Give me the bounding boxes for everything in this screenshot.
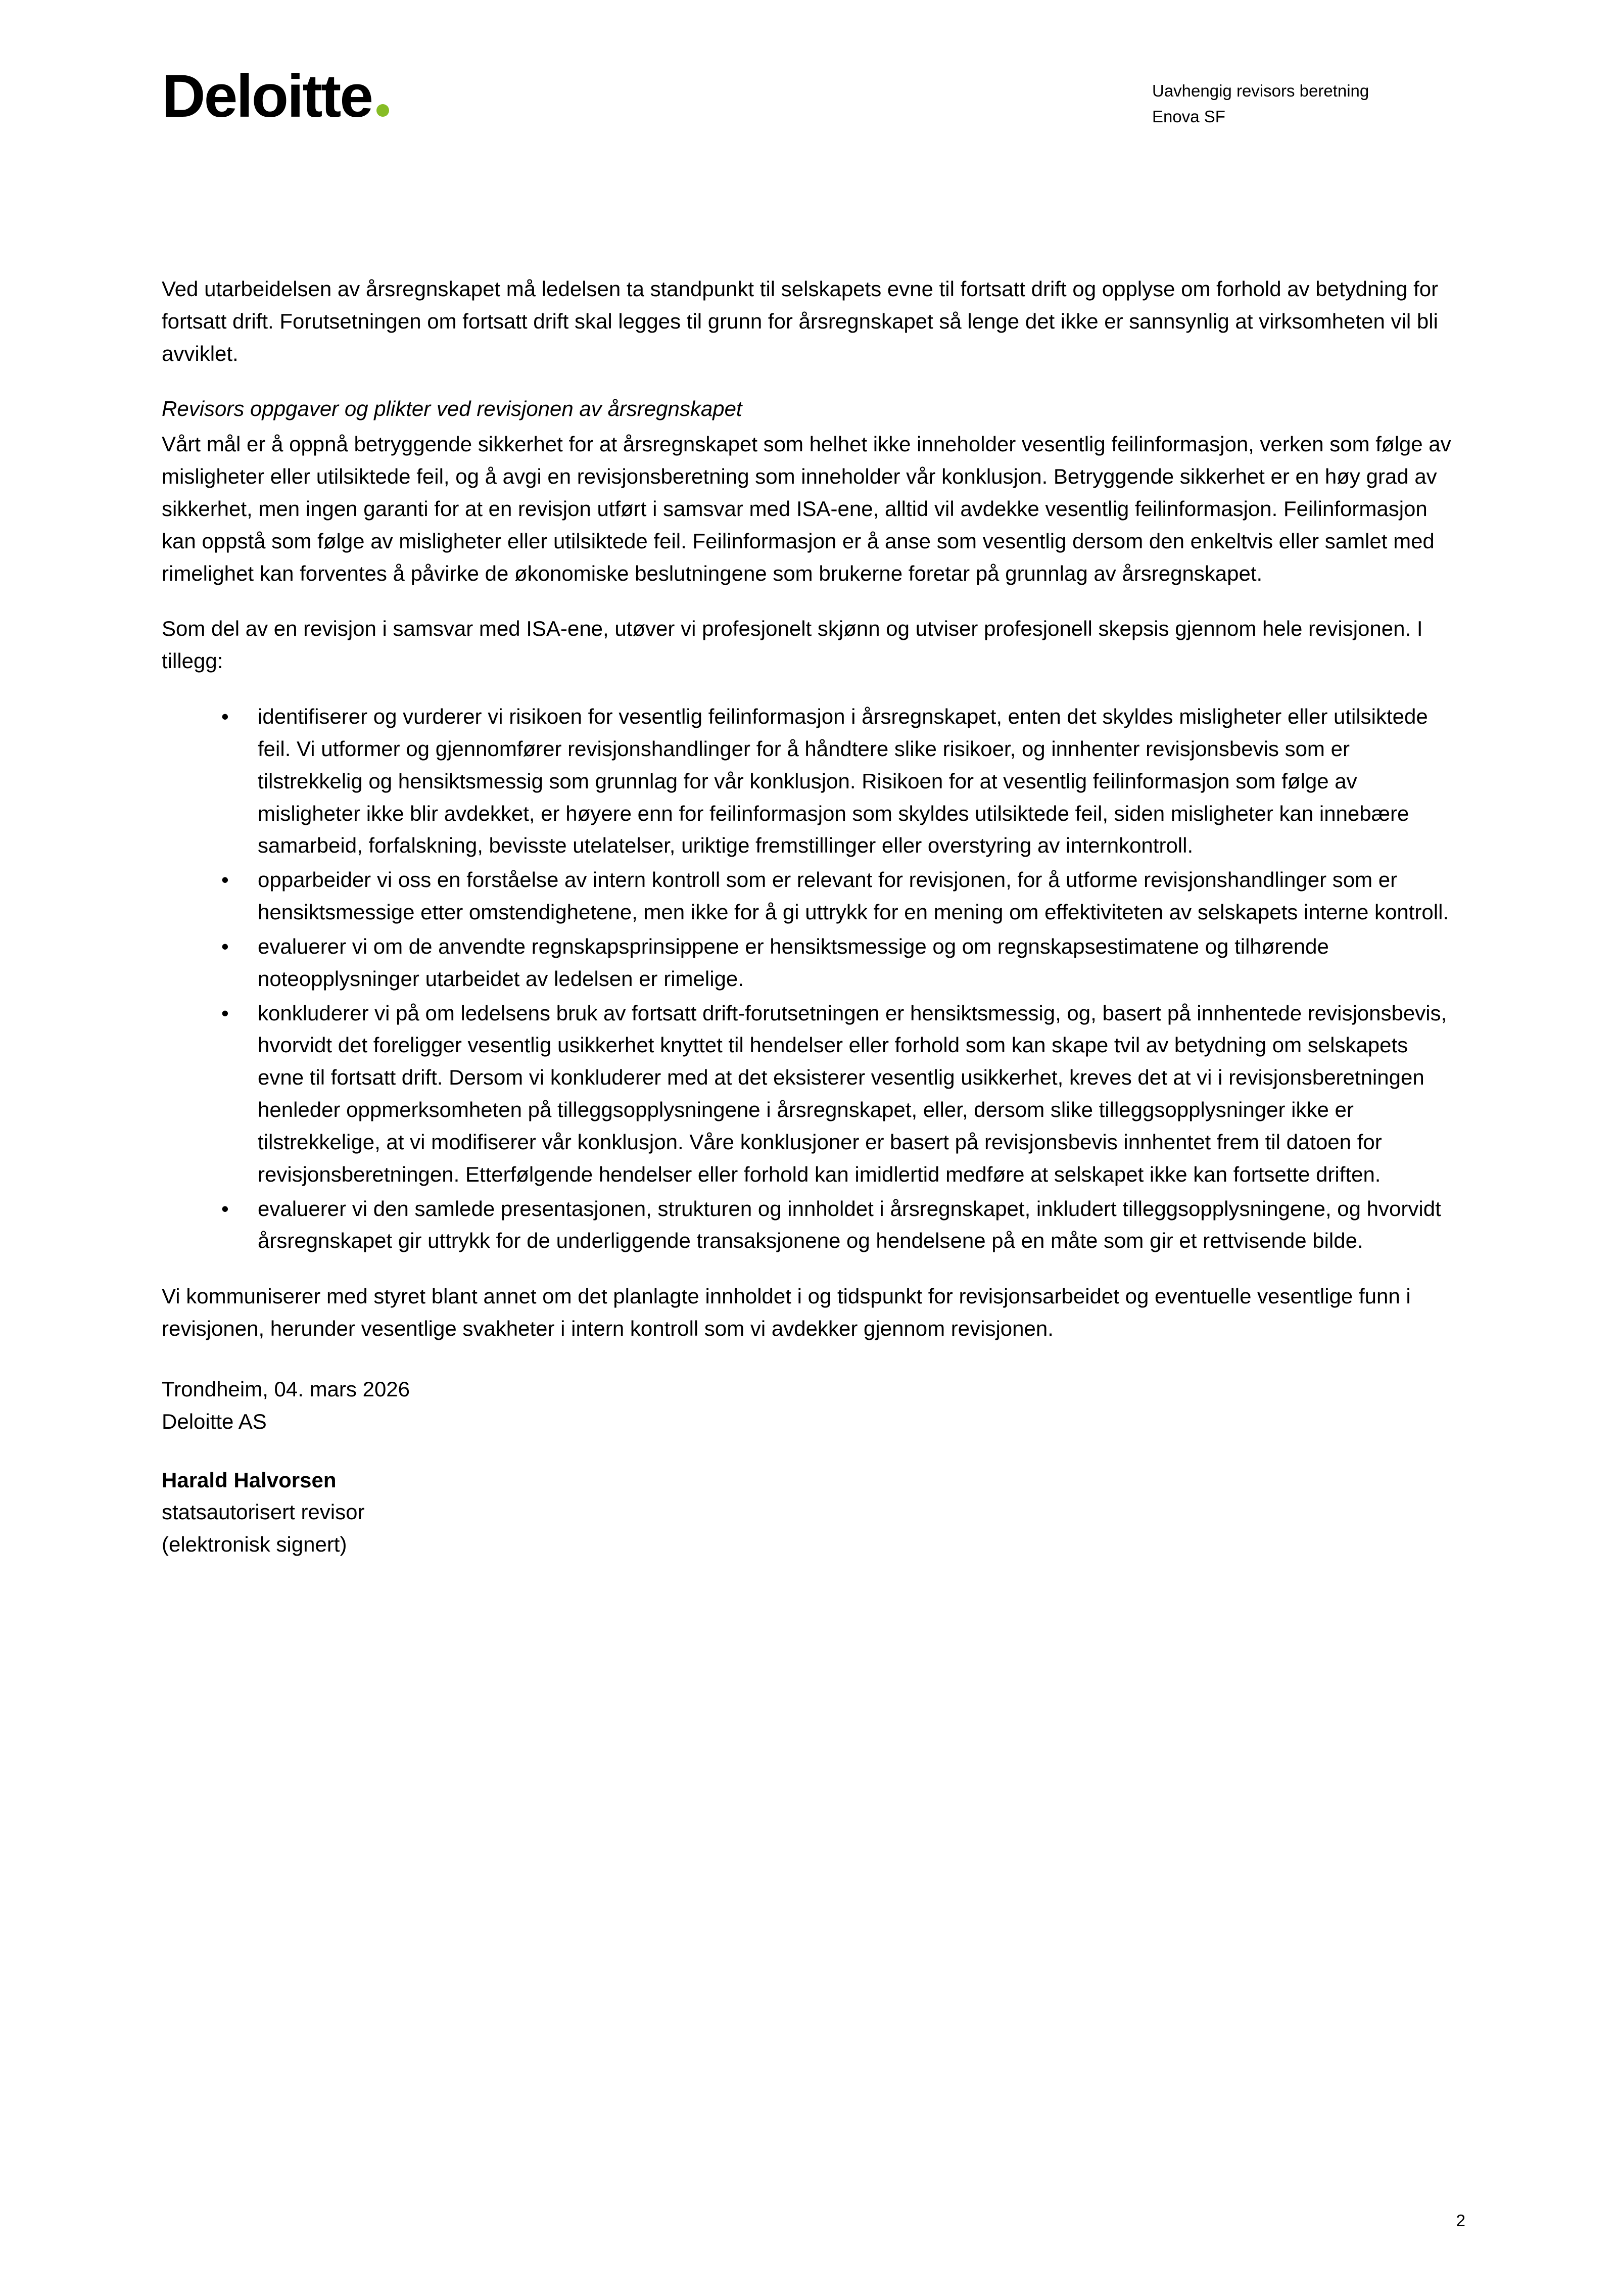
signature-title: statsautorisert revisor: [162, 1500, 365, 1524]
list-item: [162, 997, 1455, 1191]
section-heading-auditor-responsibilities: Revisors oppgaver og plikter ved revisjonen av årsregnskapet: [162, 397, 742, 421]
signature-spacer: [162, 1438, 1455, 1464]
bullet-icon: •: [221, 1001, 229, 1025]
signature-firm: Deloitte AS: [162, 1409, 267, 1433]
list-item-text: identifiserer og vurderer vi risikoen for vesentlig feilinformasjon i årsregnskapet, enten det skyldes misligheter eller utilsiktede feil. Vi utformer og gjennomfører revisjonshandlinger for å håndtere slike risikoer, og innhenter revisjonsbevis som er tilstrekkelig og hensiktsmessig som grunnlag for vår konklusjon. Risikoen for at vesentlig feilinformasjon som følge av misligheter ikke blir avdekket, er høyere enn for feilinformasjon som skyldes utilsiktede feil, siden misligheter kan innebære samarbeid, forfalskning, bevisste utelatelser, uriktige fremstillinger eller overstyring av internkontroll.: [258, 705, 1428, 858]
bullet-icon: •: [221, 705, 229, 729]
document-header: [162, 62, 1465, 130]
list-item-text: evaluerer vi den samlede presentasjonen, strukturen og innholdet i årsregnskapet, inkludert tilleggsopplysningene, og hvorvidt årsregnskapet gir uttrykk for de underliggende transaksjonene og hendelsene på en måte som gir et rettvisende bilde.: [258, 1196, 1441, 1253]
deloitte-logo: [162, 62, 389, 130]
bullet-icon: •: [221, 1196, 229, 1221]
page-number: 2: [1456, 2211, 1465, 2230]
signature-place-date: Trondheim, 04. mars 2026: [162, 1377, 410, 1401]
signature-name: Harald Halvorsen: [162, 1468, 337, 1492]
list-item: [162, 864, 1455, 928]
bullet-icon: •: [221, 934, 229, 958]
list-item: [162, 700, 1455, 862]
signature-block: [162, 1373, 1455, 1561]
list-item: [162, 1193, 1455, 1257]
header-meta: [1152, 66, 1465, 129]
paragraph-professional-judgement: Som del av en revisjon i samsvar med ISA-ene, utøver vi profesjonelt skjønn og utviser profesjonell skepsis gjennom hele revisjonen. I tillegg:: [162, 617, 1423, 673]
list-item-text: opparbeider vi oss en forståelse av intern kontroll som er relevant for revisjonen, for å utforme revisjonshandlinger som er hensiktsmessige etter omstendighetene, men ikke for å gi uttrykk for en mening om effektiviteten av selskapets interne kontroll.: [258, 868, 1449, 924]
auditor-responsibilities-list: [162, 700, 1455, 1257]
paragraph-board-communication: Vi kommuniserer med styret blant annet om det planlagte innholdet i og tidspunkt for revisjonsarbeidet og eventuelle vesentlige funn i revisjonen, herunder vesentlige svakheter i intern kontroll som vi avdekker gjennom revisjonen.: [162, 1284, 1411, 1341]
header-entity-name: Enova SF: [1152, 107, 1225, 126]
list-item-text: evaluerer vi om de anvendte regnskapsprinsippene er hensiktsmessige og om regnskapsestimatene og tilhørende noteopplysninger utarbeidet av ledelsen er rimelige.: [258, 934, 1329, 991]
list-item: [162, 930, 1455, 995]
document-body: [162, 273, 1455, 1561]
green-dot-icon: [376, 104, 389, 117]
paragraph-audit-objective: Vårt mål er å oppnå betryggende sikkerhet for at årsregnskapet som helhet ikke inneholder vesentlig feilinformasjon, verken som følge av misligheter eller utilsiktede feil, og å avgi en revisjonsberetning som inneholder vår konklusjon. Betryggende sikkerhet er en høy grad av sikkerhet, men ingen garanti for at en revisjon utført i samsvar med ISA-ene, alltid vil avdekke vesentlig feilinformasjon. Feilinformasjon kan oppstå som følge av misligheter eller utilsiktede feil. Feilinformasjon er å anse som vesentlig dersom den enkeltvis eller samlet med rimelighet kan forventes å påvirke de økonomiske beslutningene som brukerne foretar på grunnlag av årsregnskapet.: [162, 432, 1451, 585]
signature-note: (elektronisk signert): [162, 1532, 347, 1557]
header-report-title: Uavhengig revisors beretning: [1152, 81, 1369, 100]
paragraph-going-concern: Ved utarbeidelsen av årsregnskapet må ledelsen ta standpunkt til selskapets evne til fortsatt drift og opplyse om forhold av betydning for fortsatt drift. Forutsetningen om fortsatt drift skal legges til grunn for årsregnskapet så lenge det ikke er sannsynlig at virksomheten vil bli avviklet.: [162, 277, 1439, 365]
bullet-icon: •: [221, 868, 229, 892]
list-item-text: konkluderer vi på om ledelsens bruk av fortsatt drift-forutsetningen er hensiktsmessig, og, basert på innhentede revisjonsbevis, hvorvidt det foreligger vesentlig usikkerhet knyttet til hendelser eller forhold som kan skape tvil av betydning om selskapets evne til fortsatt drift. Dersom vi konkluderer med at det eksisterer vesentlig usikkerhet, kreves det at vi i revisjonsberetningen henleder oppmerksomheten på tilleggsopplysningene i årsregnskapet, eller, dersom slike tilleggsopplysninger ikke er tilstrekkelige, at vi modifiserer vår konklusjon. Våre konklusjoner er basert på revisjonsbevis innhentet frem til datoen for revisjonsberetningen. Etterfølgende hendelser eller forhold kan imidlertid medføre at selskapet ikke kan fortsette driften.: [258, 1001, 1447, 1186]
deloitte-wordmark: Deloitte: [162, 62, 372, 130]
